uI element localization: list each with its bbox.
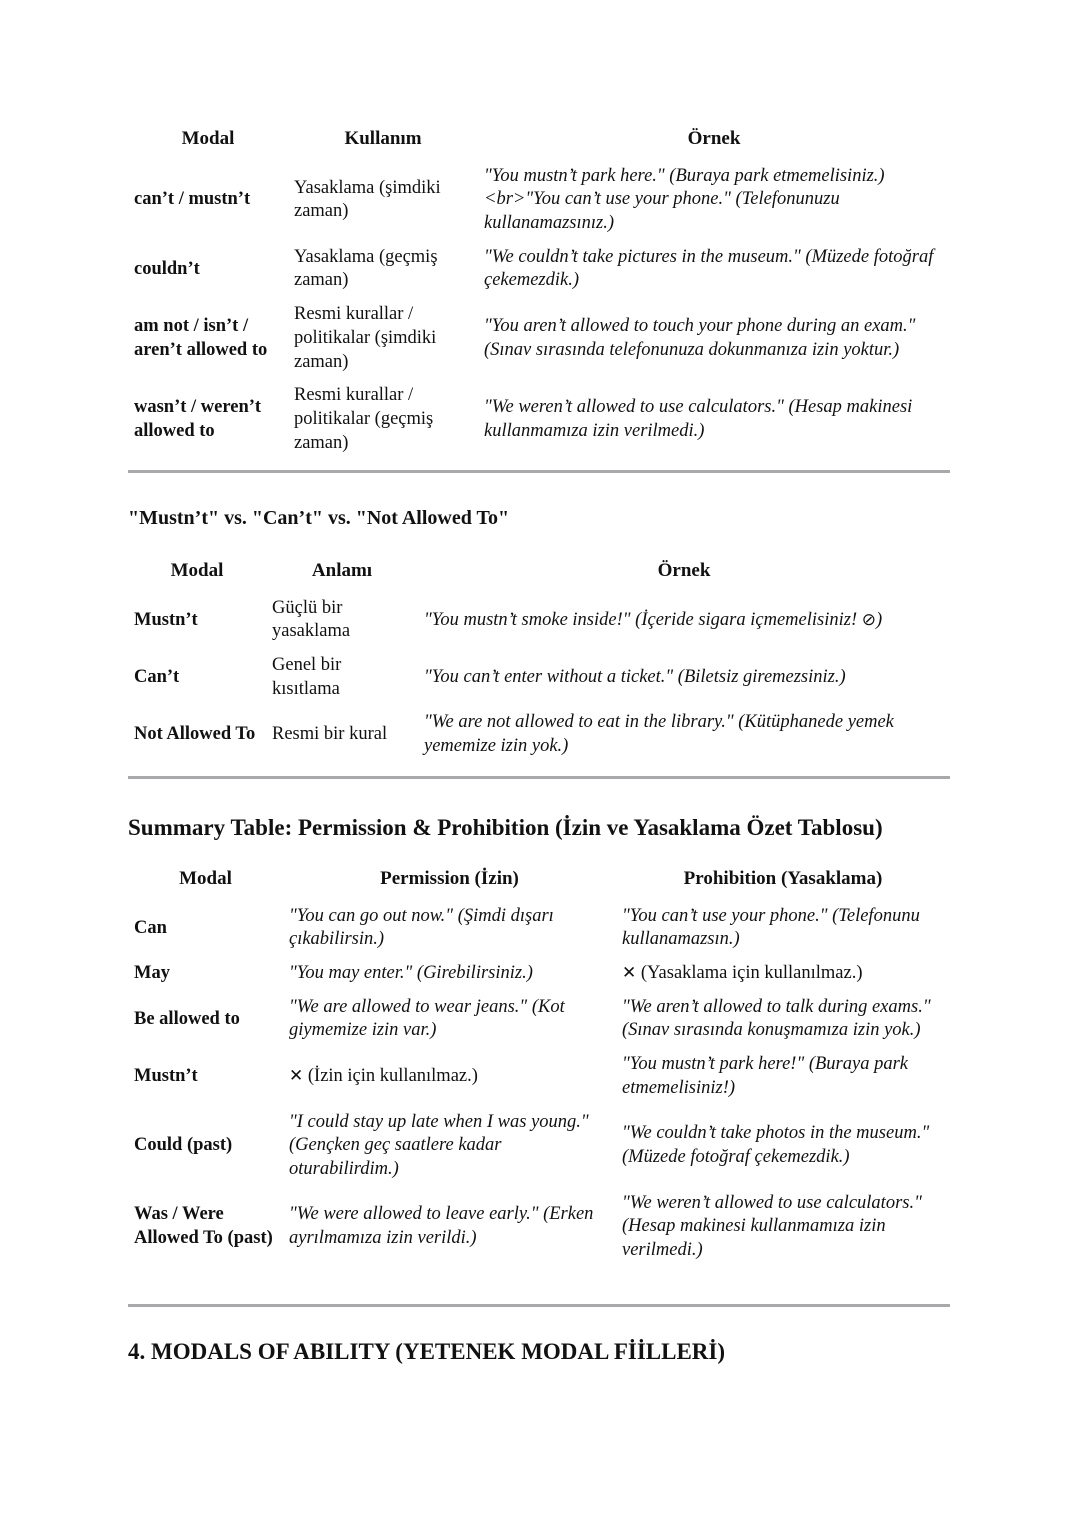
cell-modal: Could (past) xyxy=(134,1135,233,1156)
cell-example: "We weren’t allowed to use calculators." (Hesap makinesi kullanmamıza izin verilmedi.) xyxy=(484,397,913,441)
section-separator-1 xyxy=(128,470,950,473)
table-row xyxy=(128,298,950,379)
section-separator-2 xyxy=(128,776,950,779)
table-header-row xyxy=(128,558,950,592)
column-header-permission: Permission (İzin) xyxy=(380,868,519,889)
cell-example: "You can’t enter without a ticket." (Biletsiz giremezsiniz.) xyxy=(424,666,846,687)
permission-text: "We were allowed to leave early." (Erken ayrılmamıza izin verildi.) xyxy=(289,1204,594,1249)
permission-text: "You can go out now." (Şimdi dışarı çıkabilirsin.) xyxy=(289,905,554,950)
cell-modal: Not Allowed To xyxy=(134,724,256,745)
permission-text: "I could stay up late when I was young." (Gençken geç saatlere kadar oturabilirdim.) xyxy=(289,1111,589,1179)
example-text-post: ) xyxy=(875,609,883,630)
summary-table xyxy=(128,866,950,1268)
table-row xyxy=(128,379,950,460)
summary-table-block xyxy=(128,866,950,1268)
cell-prohibition xyxy=(616,991,950,1048)
comparison-table xyxy=(128,558,950,764)
column-header-modal: Modal xyxy=(179,868,232,889)
table-header-row xyxy=(128,126,950,160)
table-row xyxy=(128,592,950,649)
table-row xyxy=(128,900,950,957)
comparison-heading: "Mustn’t" vs. "Can’t" vs. "Not Allowed To" xyxy=(128,507,510,529)
cell-permission xyxy=(283,991,616,1048)
cell-usage: Yasaklama (geçmiş zaman) xyxy=(294,246,438,291)
table-header-row xyxy=(128,866,950,900)
table-row xyxy=(128,160,950,241)
cell-modal: Be allowed to xyxy=(134,1008,240,1029)
permission-text: "You may enter." (Girebilirsiniz.) xyxy=(289,963,533,984)
cell-permission xyxy=(283,1187,616,1268)
cell-example xyxy=(418,592,950,649)
cell-modal: Mustn’t xyxy=(134,1065,198,1086)
table-row xyxy=(128,991,950,1048)
cell-example: "We couldn’t take pictures in the museum." (Müzede fotoğraf çekemezdik.) xyxy=(484,246,934,291)
no-smoking-icon: ⊘ xyxy=(861,609,876,630)
column-header-modal: Modal xyxy=(181,128,235,149)
cell-example: "You mustn’t park here." (Buraya park etmemelisiniz.)<br>"You can’t use your phone." (Telefonunuzu kullanamazsınız.) xyxy=(484,165,885,234)
cell-permission xyxy=(283,1106,616,1187)
cell-modal: couldn’t xyxy=(134,258,200,279)
table-row xyxy=(128,649,950,706)
cell-permission xyxy=(283,900,616,957)
cell-modal: am not / isn’t / aren’t allowed to xyxy=(134,315,268,360)
prohibition-text: "You can’t use your phone." (Telefonunu kullanamazsın.) xyxy=(622,905,920,950)
table-row xyxy=(128,1106,950,1187)
cell-example: "We are not allowed to eat in the library." (Kütüphanede yemek yememize izin yok.) xyxy=(424,712,894,757)
column-header-meaning: Anlamı xyxy=(311,560,373,581)
cell-modal: Was / Were Allowed To (past) xyxy=(134,1204,273,1249)
column-header-prohibition: Prohibition (Yasaklama) xyxy=(683,868,883,889)
column-header-modal: Modal xyxy=(170,560,224,581)
cell-modal: Can’t xyxy=(134,666,180,687)
cell-prohibition xyxy=(616,1106,950,1187)
prohibition-text: "We weren’t allowed to use calculators." (Hesap makinesi kullanmamıza izin verilmedi.) xyxy=(622,1192,922,1260)
column-header-usage: Kullanım xyxy=(344,128,422,149)
cell-meaning: Genel bir kısıtlama xyxy=(272,655,342,699)
column-header-example: Örnek xyxy=(687,128,741,149)
table-row xyxy=(128,706,950,763)
table-row xyxy=(128,957,950,991)
prohibition-text: (Yasaklama için kullanılmaz.) xyxy=(640,963,863,984)
cell-permission xyxy=(283,1048,616,1105)
cell-modal: Can xyxy=(134,917,167,938)
next-section-heading: 4. MODALS OF ABILITY (YETENEK MODAL FİİLLERİ) xyxy=(128,1339,726,1364)
summary-heading: Summary Table: Permission & Prohibition (İzin ve Yasaklama Özet Tablosu) xyxy=(128,815,883,840)
cell-prohibition xyxy=(616,957,950,991)
permission-text: "We are allowed to wear jeans." (Kot giymemize izin var.) xyxy=(289,996,565,1041)
table-row xyxy=(128,1187,950,1268)
cell-usage: Resmi kurallar / politikalar (şimdiki zaman) xyxy=(294,304,437,372)
section-separator-3 xyxy=(128,1304,950,1307)
cell-prohibition xyxy=(616,900,950,957)
prohibition-text: "We couldn’t take photos in the museum." (Müzede fotoğraf çekemezdik.) xyxy=(622,1123,930,1167)
prohibition-table-block xyxy=(128,126,950,460)
table-row xyxy=(128,241,950,298)
cross-icon: ✕ xyxy=(622,963,637,984)
table-row xyxy=(128,1048,950,1105)
comparison-table-block xyxy=(128,558,950,764)
cell-modal: can’t / mustn’t xyxy=(134,189,251,210)
prohibition-text: "You mustn’t park here!" (Buraya park etmemelisiniz!) xyxy=(622,1054,908,1098)
example-text-pre: "You mustn’t smoke inside!" (İçeride sigara içmemelisiniz! xyxy=(424,609,862,630)
cell-prohibition xyxy=(616,1048,950,1105)
prohibition-table xyxy=(128,126,950,460)
cell-modal: May xyxy=(134,963,170,984)
cell-modal: wasn’t / weren’t allowed to xyxy=(134,397,262,441)
cell-prohibition xyxy=(616,1187,950,1268)
cross-icon: ✕ xyxy=(289,1065,304,1086)
cell-meaning: Güçlü bir yasaklama xyxy=(272,597,351,642)
cell-usage: Resmi kurallar / politikalar (geçmiş zaman) xyxy=(294,385,434,453)
permission-text: (İzin için kullanılmaz.) xyxy=(307,1065,478,1086)
column-header-example: Örnek xyxy=(657,560,711,581)
prohibition-text: "We aren’t allowed to talk during exams." (Sınav sırasında konuşmamıza izin yok.) xyxy=(622,996,931,1041)
cell-usage: Yasaklama (şimdiki zaman) xyxy=(294,177,441,222)
cell-meaning: Resmi bir kural xyxy=(272,724,388,745)
cell-modal: Mustn’t xyxy=(134,609,198,630)
cell-example: "You aren’t allowed to touch your phone during an exam." (Sınav sırasında telefonunuza dokunmanıza izin yoktur.) xyxy=(484,315,916,360)
cell-permission xyxy=(283,957,616,991)
